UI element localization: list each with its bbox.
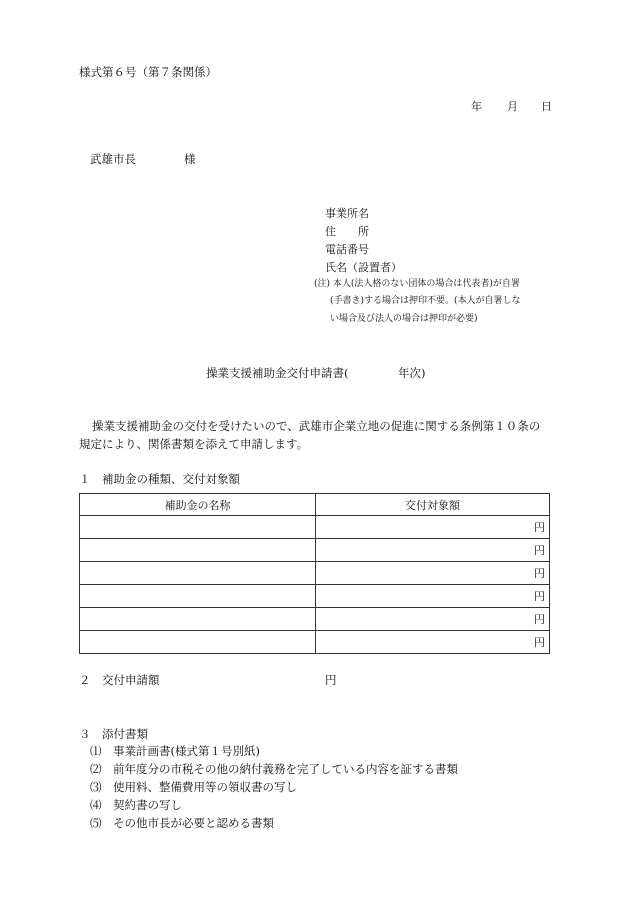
document-title-year-suffix: 年次) — [398, 366, 426, 380]
date-month-label: 月 — [507, 100, 518, 113]
addressee-honorific: 様 — [184, 152, 196, 166]
body-text-line: 操業支援補助金の交付を受けたいので、武雄市企業立地の促進に関する条例第１０条の — [92, 419, 541, 433]
subsidy-name-cell[interactable] — [80, 562, 316, 585]
form-number: 様式第６号（第７条関係） — [79, 65, 217, 79]
applicant-business-name-label: 事業所名 — [325, 207, 369, 220]
table-row — [80, 608, 550, 631]
table-row — [80, 631, 550, 654]
subsidy-name-cell[interactable] — [80, 631, 316, 654]
section-heading-attachments: ３ 添付書類 — [79, 727, 148, 741]
signature-note-line: (手書き)する場合は押印不要。(本人が自署しな — [330, 296, 521, 306]
applicant-name-label: 氏名（設置者） — [325, 261, 402, 274]
attachment-item: ⑵ 前年度分の市税その他の納付義務を完了している内容を証する書類 — [90, 762, 458, 776]
document-title: 操業支援補助金交付申請書( — [206, 366, 349, 380]
attachment-item: ⑷ 契約書の写し — [90, 798, 182, 812]
eligible-amount-cell[interactable]: 円 — [316, 562, 550, 585]
section-heading-subsidy-type: １ 補助金の種類、交付対象額 — [79, 472, 240, 486]
subsidy-name-cell[interactable] — [80, 585, 316, 608]
subsidy-name-cell[interactable] — [80, 608, 316, 631]
attachment-item: ⑴ 事業計画書(様式第１号別紙) — [90, 744, 260, 758]
date-day-label: 日 — [541, 100, 552, 113]
signature-note-line: (注) 本人(法人格のない団体の場合は代表者)が自署 — [314, 279, 520, 289]
column-header-subsidy-name: 補助金の名称 — [80, 494, 316, 516]
column-header-eligible-amount: 交付対象額 — [316, 494, 550, 516]
eligible-amount-cell[interactable]: 円 — [316, 516, 550, 539]
table-row — [80, 539, 550, 562]
attachment-item: ⑶ 使用料、整備費用等の領収書の写し — [90, 780, 297, 794]
eligible-amount-cell[interactable]: 円 — [316, 539, 550, 562]
subsidy-table — [79, 493, 550, 654]
application-amount-unit: 円 — [325, 673, 337, 687]
eligible-amount-cell[interactable]: 円 — [316, 585, 550, 608]
section-heading-application-amount: ２ 交付申請額 — [79, 673, 160, 687]
table-row — [80, 562, 550, 585]
table-header-row — [80, 494, 550, 516]
table-row — [80, 585, 550, 608]
applicant-phone-label: 電話番号 — [325, 243, 369, 256]
addressee-name: 武雄市長 — [90, 152, 136, 166]
body-text-line: 規定により、関係書類を添えて申請します。 — [79, 437, 309, 451]
signature-note-line: い場合及び法人の場合は押印が必要) — [330, 314, 478, 324]
attachment-item: ⑸ その他市長が必要と認める書類 — [90, 816, 274, 830]
subsidy-name-cell[interactable] — [80, 516, 316, 539]
table-row — [80, 516, 550, 539]
date-year-label: 年 — [471, 100, 482, 113]
subsidy-name-cell[interactable] — [80, 539, 316, 562]
eligible-amount-cell[interactable]: 円 — [316, 608, 550, 631]
applicant-address-label: 住 所 — [325, 225, 369, 238]
eligible-amount-cell[interactable]: 円 — [316, 631, 550, 654]
